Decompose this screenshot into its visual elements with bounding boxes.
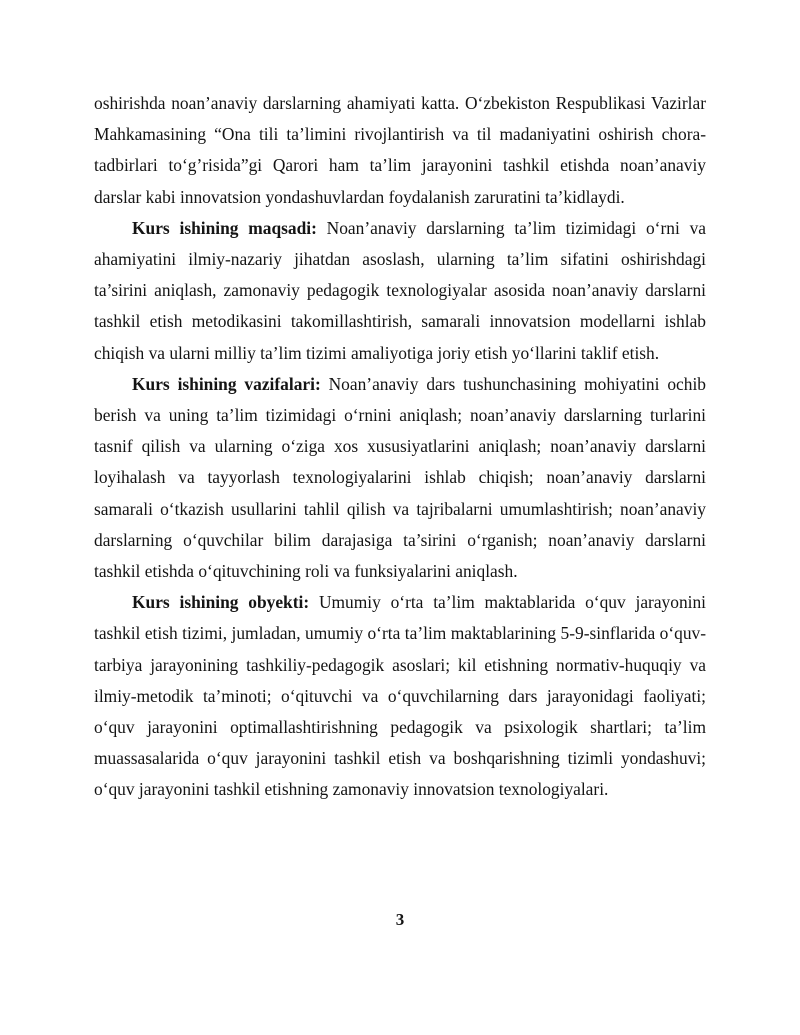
paragraph-continuation — [94, 88, 706, 213]
paragraph-heading: Kurs ishining vazifalari: — [132, 373, 321, 394]
paragraph-heading: Kurs ishining obyekti: — [132, 592, 310, 613]
paragraph-tasks — [94, 369, 706, 587]
paragraph-heading: Kurs ishining maqsadi: — [132, 217, 317, 238]
paragraph-text: oshirishda noan’anaviy darslarning ahamiyati katta. O‘zbekiston Respublikasi Vazirlar Mahkamasining “Ona tili ta’limini rivojlantirish va til madaniyatini oshirish chora-tadbirlari to‘g’risida”gi Qarori ham ta’lim jarayonini tashkil etishda noan’anaviy darslar kabi innovatsion yondashuvlardan foydalanish zaruratini ta’kidlaydi. — [94, 93, 706, 207]
paragraph-text: Noan’anaviy darslarning ta’lim tizimidagi o‘rni va ahamiyatini ilmiy-nazariy jihatdan asoslash, ularning ta’lim sifatini oshirishdagi ta’sirini aniqlash, zamonaviy pedagogik texnologiyalar asosida noan’anaviy darslarni tashkil etish metodikasini takomillashtirish, samarali innovatsion modellarni ishlab chiqish va ularni milliy ta’lim tizimi amaliyotiga joriy etish yo‘llarini taklif etish. — [94, 217, 706, 363]
page-number: 3 — [395, 910, 405, 929]
document-page — [94, 88, 706, 806]
paragraph-text: Umumiy o‘rta ta’lim maktablarida o‘quv jarayonini tashkil etish tizimi, jumladan, umumiy o‘rta ta’lim maktablarining 5-9-sinflarida o‘quv-tarbiya jarayonining tashkiliy-pedagogik asoslari; kil etishning normativ-huquqiy va ilmiy-metodik ta’minoti; o‘qituvchi va o‘quvchilarning dars jarayonidagi faoliyati; o‘quv jarayonini optimallashtirishning pedagogik va psixologik shartlari; ta’lim muassasalarida o‘quv jarayonini tashkil etish va boshqarishning tizimli yondashuvi; o‘quv jarayonini tashkil etishning zamonaviy innovatsion texnologiyalari. — [94, 592, 706, 800]
paragraph-goal — [94, 213, 706, 369]
paragraph-object — [94, 587, 706, 805]
paragraph-text: Noan’anaviy dars tushunchasining mohiyatini ochib berish va uning ta’lim tizimidagi o‘rnini aniqlash; noan’anaviy darslarning turlarini tasnif qilish va ularning o‘ziga xos xususiyatlarini aniqlash; noan’anaviy darslarni loyihalash va tayyorlash texnologiyalarini ishlab chiqish; noan’anaviy darslarni samarali o‘tkazish usullarini tahlil qilish va tajribalarni umumlashtirish; noan’anaviy darslarning o‘quvchilar bilim darajasiga ta’sirini o‘rganish; noan’anaviy darslarni tashkil etishda o‘qituvchining roli va funksiyalarini aniqlash. — [94, 373, 706, 582]
